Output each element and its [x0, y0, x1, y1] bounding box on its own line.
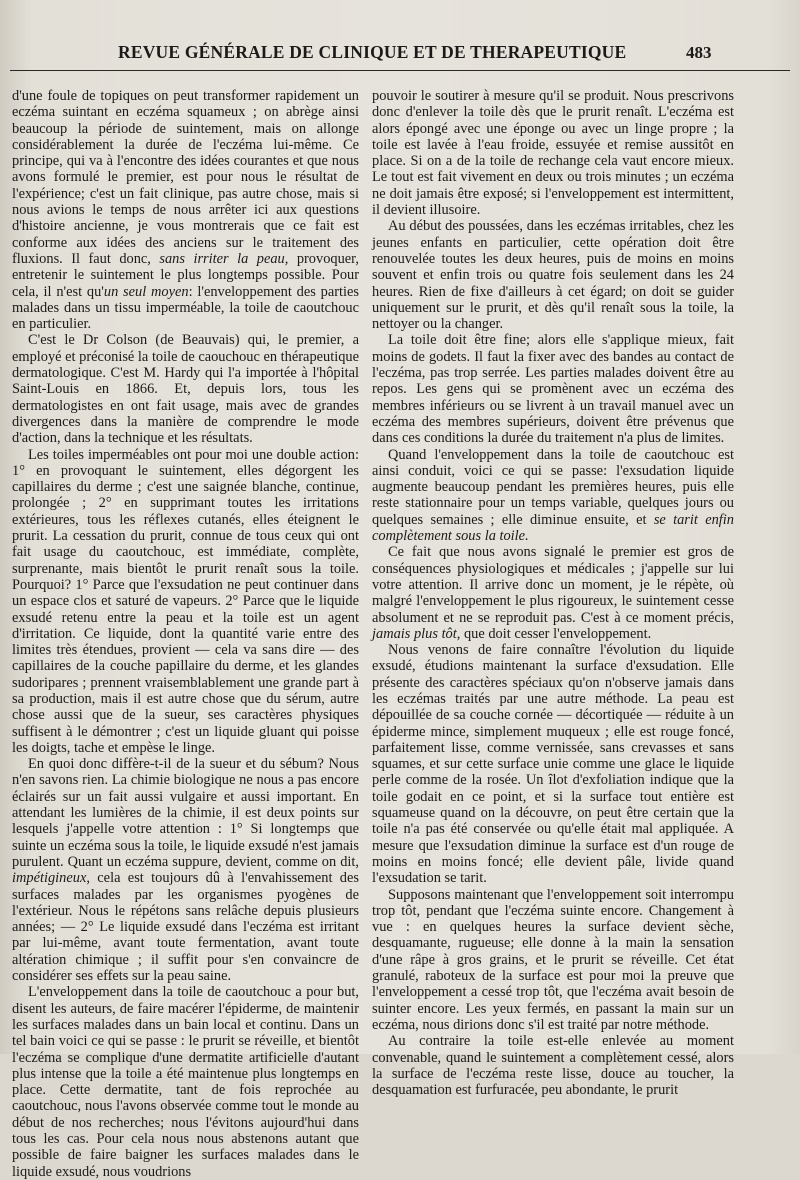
italic-phrase: impétigineux: [12, 870, 87, 887]
paragraph: pouvoir le soutirer à mesure qu'il se produit. Nous prescrivons donc d'enlever la toile dès que le prurit renaît. L'eczéma est alors épongé avec une éponge ou avec un linge propre ; la toile est lavée à l'eau froide, essuyée et remise aussitôt en place. Si on a de la toile de rechange cela vaut encore mieux. Le tout est fait vivement en deux ou trois minutes ; un eczéma ne doit jamais être exposé; si l'enveloppement est intermittent, il devient illusoire.: [372, 88, 734, 219]
paragraph: La toile doit être fine; alors elle s'applique mieux, fait moins de godets. Il faut la fixer avec des bandes au contact de l'eczéma, pas trop serrée. Les parties malades doivent être au repos. Les gens qui se promènent avec un eczéma des membres inférieurs ou se livrent à un travail manuel avec un eczéma des membres supérieurs, doivent être prévenus que dans ces conditions la durée du traitement n'a plus de limites.: [372, 332, 734, 447]
paragraph: C'est le Dr Colson (de Beauvais) qui, le premier, a employé et préconisé la toile de caouchouc en thérapeutique dermatologique. C'est M. Hardy qui l'a importée à l'hôpital Saint-Louis en 1866. Et, depuis lors, tous les dermatologistes en ont fait usage, mais avec de grandes divergences dans la manière de comprendre le mode d'action, dans la technique et les résultats.: [12, 332, 359, 447]
paragraph: Nous venons de faire connaître l'évolution du liquide exsudé, étudions maintenant la surface d'exsudation. Elle présente des caractères spéciaux qu'on n'observe jamais dans les eczémas traités par une autre méthode. La peau est dépouillée de sa couche cornée — décortiquée — réduite à un épiderme mince, simplement muqueux ; elle est rouge foncé, parfaitement lisse, comme vernissée, sans crevasses et sans squames, et sur cette surface unie comme une glace le liquide perle comme de la rosée. Un îlot d'exfoliation indique que la toile godait en ce point, et si la surface tout entière est squameuse quand on la découvre, on peut être certain que la toile n'a pas été conservée ou qu'elle était mal appliquée. A mesure que l'exsudation diminue la surface est d'un rouge de moins en moins foncé; elle devient pâle, livide quand l'exsudation se tarit.: [372, 642, 734, 887]
paragraph: Au début des poussées, dans les eczémas irritables, chez les jeunes enfants en particulier, cette opération doit être renouvelée toutes les deux heures, puis de moins en moins souvent et enfin trois ou quatre fois seulement dans les 24 heures. Rien de fixe d'ailleurs à cet égard; on doit se guider uniquement sur le prurit, et dès qu'il renaît sous la toile, la nettoyer ou la changer.: [372, 218, 734, 333]
paragraph: Les toiles imperméables ont pour moi une double action: 1° en provoquant le suintement, elles dégorgent les capillaires du derme ; c'est une saignée blanche, continue, prolongée ; 2° en supprimant toutes les irritations extérieures, tous les réflexes cutanés, elles éteignent le prurit. La cessation du prurit, connue de tous ceux qui ont fait usage du caoutchouc, est immédiate, complète, surprenante, mais bientôt le prurit renaît sous la toile. Pourquoi? 1° Parce que l'exsudation ne peut continuer dans un espace clos et saturé de vapeurs. 2° Parce que le liquide exsudé retenu entre la peau et la toile est un agent d'irritation. Ce liquide, dont la quantité varie entre des limites très étendues, provient — cela va sans dire — des capillaires de la couche papillaire du derme, et les glandes sudoripares ; prennent vraisemblablement une grande part à sa production, mais il est autre chose que du sérum, autre chose aussi que de la sueur, ses caractères physiques suffisent à le démontrer ; c'est un liquide gluant qui poisse les doigts, tache et empèse le linge.: [12, 446, 359, 756]
italic-phrase: se tarit enfin complètement sous la toile.: [372, 511, 734, 545]
paragraph: Ce fait que nous avons signalé le premier est gros de conséquences physiologiques et médicales ; j'appelle sur lui votre attention. Il arrive donc un moment, je le répète, où malgré l'enveloppement le plus rigoureux, le suintement cesse absolument et ne se reproduit pas. C'est à ce moment précis, jamais plus tôt, que doit cesser l'enveloppement.: [372, 544, 734, 642]
running-title: REVUE GÉNÉRALE DE CLINIQUE ET DE THERAPEUTIQUE: [118, 42, 627, 62]
paragraph: L'enveloppement dans la toile de caoutchouc a pour but, disent les auteurs, de faire macérer l'épiderme, de maintenir les surfaces malades dans un bain local et continu. Dans un tel bain voici ce qui se passe : le prurit se réveille, et bientôt l'eczéma se complique d'une dermatite artificielle d'autant plus intense que la toile a été maintenue plus longtemps en place. Cette dermatite, tant de fois reprochée au caoutchouc, nous l'avons observée comme tout le monde au début de nos recherches; nous l'évitons aujourd'hui dans tous les cas. Pour cela nous nous abstenons autant que possible de faire baigner les surfaces malades dans le liquide exsudé, nous voudrions: [12, 984, 359, 1180]
paragraph: Quand l'enveloppement dans la toile de caoutchouc est ainsi conduit, voici ce qui se passe: l'exsudation liquide augmente beaucoup pendant les premières heures, puis elle reste stationnaire pour un temps variable, quelques jours ou quelques semaines ; elle diminue ensuite, et se tarit enfin complètement sous la toile.: [372, 446, 734, 545]
right-column: [372, 88, 734, 1099]
paragraph: Au contraire la toile est-elle enlevée au moment convenable, quand le suintement a complètement cessé, alors la surface de l'eczéma reste lisse, douce au toucher, la desquamation est furfuracée, peu abondante, le prurit: [372, 1033, 734, 1099]
running-header: [0, 38, 800, 68]
italic-phrase: un seul moyen: [103, 283, 189, 300]
italic-phrase: jamais plus tôt: [372, 625, 457, 642]
page-number: 483: [686, 43, 712, 62]
paragraph: En quoi donc diffère-t-il de la sueur et du sébum? Nous n'en savons rien. La chimie biologique ne nous a pas encore éclairés sur un fait aussi vulgaire et aussi important. En attendant les lumières de la chimie, il est deux points sur lesquels j'appelle votre attention : 1° Si longtemps que suinte un eczéma sous la toile, le liquide exsudé n'est jamais purulent. Quant un eczéma suppure, devient, comme on dit, impétigineux, cela est toujours dû à l'envahissement des surfaces malades par les organismes pyogènes de l'extérieur. Nous le répétons sans relâche depuis plusieurs années; — 2° Le liquide exsudé dans l'eczéma est irritant par lui-même, avant toute fermentation, avant toute altération chimique ; il suffit pour s'en convaincre de considérer ses effets sur la peau saine.: [12, 756, 359, 985]
left-column: [12, 88, 359, 1180]
paragraph: d'une foule de topiques on peut transformer rapidement un eczéma suintant en eczéma squameux ; on abrège ainsi beaucoup la période de suintement, mais on allonge considérablement la durée de l'eczéma lui-même. Ce principe, qui va à l'encontre des idées courantes et que nous avons formulé le premier, est pour nous le résultat de l'expérience; c'est un fait clinique, pas autre chose, mais si nous avions le temps de nous arrêter ici aux questions d'histoire ancienne, je vous montrerais que ce fait est conforme aux idées des anciens sur le traitement des fluxions. Il faut donc, sans irriter la peau, provoquer, entretenir le suintement le plus longtemps possible. Pour cela, il n'est qu'un seul moyen: l'enveloppement des parties malades dans un tissu imperméable, la toile de caoutchouc en particulier.: [12, 88, 359, 333]
paragraph: Supposons maintenant que l'enveloppement soit interrompu trop tôt, pendant que l'eczéma suinte encore. Changement à vue : en quelques heures la surface devient sèche, desquamante, rugueuse; elle donne à la main la sensation d'une râpe à gros grains, et le prurit se réveille. Cet état granulé, raboteux de la surface est pour moi la preuve que l'enveloppement a cessé trop tôt, que l'eczéma avait besoin de suinter encore. Les yeux fermés, en passant la main sur un eczéma, nous dirions donc s'il est traité par notre méthode.: [372, 886, 734, 1033]
italic-phrase: sans irriter la peau,: [159, 250, 289, 267]
header-rule: [10, 70, 790, 71]
